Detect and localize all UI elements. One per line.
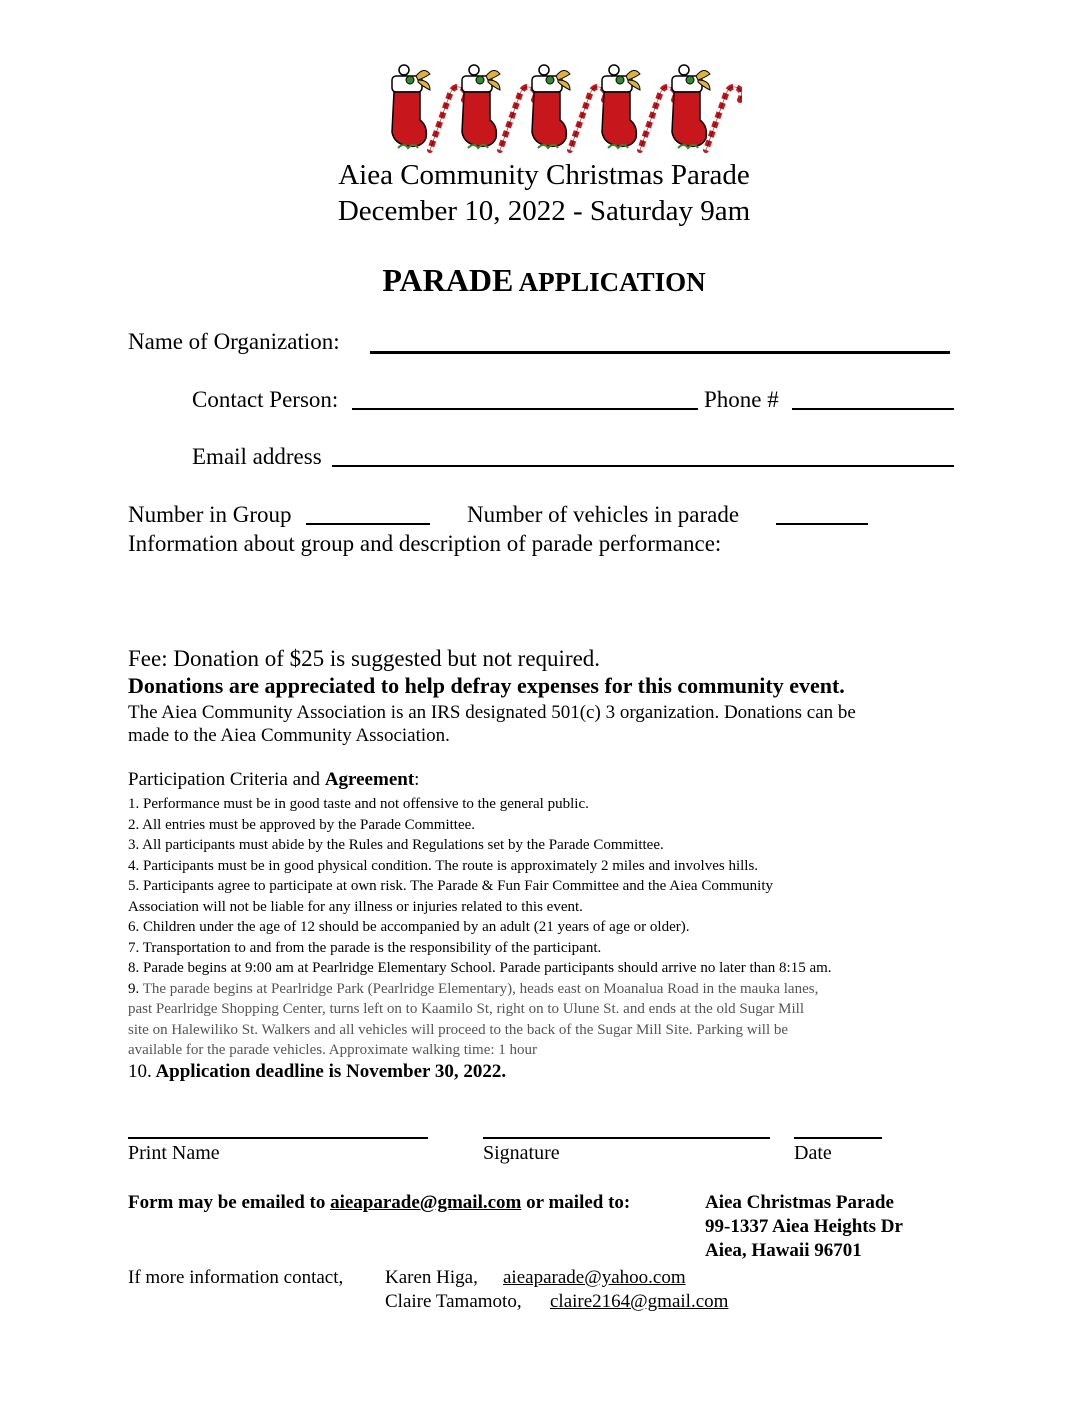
header-line1: Aiea Community Christmas Parade	[338, 159, 750, 191]
address-line1: Aiea Christmas Parade	[705, 1192, 894, 1213]
footer-mailed: or mailed to:	[521, 1192, 631, 1213]
christmas-stockings-icon	[382, 60, 742, 156]
signature-label: Signature	[483, 1142, 560, 1164]
fee-line4: made to the Aiea Community Association.	[128, 725, 450, 746]
criteria-heading	[128, 768, 419, 792]
rule-10	[128, 1060, 506, 1084]
rule-9-line2: past Pearlridge Shopping Center, turns left on to Kaamilo St, right on to Ulune St. and ends at the old Sugar Mill	[128, 1001, 804, 1017]
contact1-name: Karen Higa,	[385, 1267, 478, 1288]
info-label: Information about group and description of parade performance:	[128, 531, 722, 556]
email-field[interactable]	[332, 465, 954, 467]
rule-item: 1. Performance must be in good taste and not offensive to the general public.	[128, 796, 589, 812]
rule-10-number: 10.	[128, 1061, 152, 1082]
address-line3: Aiea, Hawaii 96701	[705, 1240, 862, 1261]
date-label: Date	[794, 1142, 832, 1164]
date-field[interactable]	[794, 1137, 882, 1139]
fee-line3: The Aiea Community Association is an IRS designated 501(c) 3 organization. Donations can be	[128, 702, 856, 723]
phone-field[interactable]	[792, 408, 954, 410]
rule-10-text: Application deadline is November 30, 2022.	[151, 1061, 507, 1082]
criteria-heading-c: :	[414, 769, 420, 790]
rule-item: 8. Parade begins at 9:00 am at Pearlridge Elementary School. Parade participants should arrive no later than 8:15 am.	[128, 960, 832, 976]
fee-line2: Donations are appreciated to help defray expenses for this community event.	[128, 673, 845, 698]
contact-prefix: If more information contact,	[128, 1267, 344, 1288]
rule-9-line4: available for the parade vehicles. Approximate walking time: 1 hour	[128, 1042, 538, 1058]
number-group-label: Number in Group	[128, 502, 292, 527]
rule-9-number: 9.	[128, 981, 140, 997]
address-line2: 99-1337 Aiea Heights Dr	[705, 1216, 903, 1237]
header-line2: December 10, 2022 - Saturday 9am	[337, 195, 751, 227]
print-name-label: Print Name	[128, 1142, 220, 1164]
rule-9-text: The parade begins at Pearlridge Park (Pearlridge Elementary), heads east on Moanalua Road in the mauka lanes,	[139, 981, 819, 997]
rule-item: 6. Children under the age of 12 should be accompanied by an adult (21 years of age or older).	[128, 919, 690, 935]
number-vehicles-field[interactable]	[776, 523, 868, 525]
submit-email-link[interactable]: aieaparade@gmail.com	[330, 1192, 522, 1213]
rule-item: 5. Participants agree to participate at own risk. The Parade & Fun Fair Committee and the Aiea Community	[128, 878, 773, 894]
number-group-field[interactable]	[306, 523, 430, 525]
contact-field[interactable]	[352, 408, 698, 410]
organization-field[interactable]	[370, 351, 950, 354]
rule-item: 4. Participants must be in good physical condition. The route is approximately 2 miles and involves hills.	[128, 858, 759, 874]
print-name-field[interactable]	[128, 1137, 428, 1139]
email-label: Email address	[192, 444, 322, 469]
rule-item: 3. All participants must abide by the Rules and Regulations set by the Parade Committee.	[128, 837, 664, 853]
contact2-name: Claire Tamamoto,	[385, 1291, 522, 1312]
contact2-email-link[interactable]: claire2164@gmail.com	[550, 1291, 729, 1312]
rule-9-line1	[128, 979, 818, 1000]
organization-label: Name of Organization:	[128, 329, 340, 354]
contact-label: Contact Person:	[192, 387, 339, 412]
title-part2: APPLICATION	[513, 267, 706, 297]
fee-line1: Fee: Donation of $25 is suggested but not required.	[128, 646, 601, 671]
title-part1: PARADE	[382, 262, 514, 298]
footer-submit-line	[128, 1191, 630, 1215]
rule-item: 2. All entries must be approved by the Parade Committee.	[128, 817, 476, 833]
signature-field[interactable]	[483, 1137, 770, 1139]
phone-label: Phone #	[704, 387, 779, 412]
contact1-email-link[interactable]: aieaparade@yahoo.com	[503, 1267, 686, 1288]
rule-9-line3: site on Halewiliko St. Walkers and all vehicles will proceed to the back of the Sugar Mill Site. Parking will be	[128, 1022, 789, 1038]
number-vehicles-label: Number of vehicles in parade	[467, 502, 740, 527]
rule-item: 7. Transportation to and from the parade is the responsibility of the participant.	[128, 940, 602, 956]
footer-emailed-prefix: Form may be emailed to	[128, 1192, 331, 1213]
page-title	[0, 262, 1088, 305]
criteria-heading-b: Agreement	[324, 769, 415, 790]
criteria-heading-a: Participation Criteria and	[128, 769, 325, 790]
rule-item: Association will not be liable for any illness or injuries related to this event.	[128, 899, 583, 915]
